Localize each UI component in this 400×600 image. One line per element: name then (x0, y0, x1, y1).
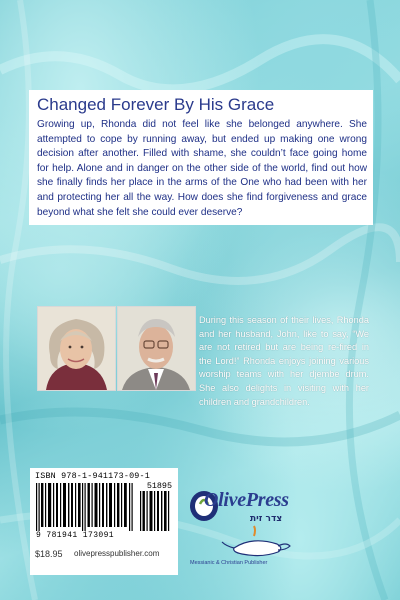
isbn-number: ISBN 978-1-941173-09-1 (35, 471, 150, 481)
blurb-panel (29, 90, 373, 225)
publisher-logo (182, 486, 307, 586)
barcode-bars-addon (140, 491, 170, 531)
author-bio: During this season of their lives, Rhonda and her husband, John, like to say, “We are not retired but are being re-fired in the Lord!” Rhonda enjoys joining various worship teams with her djembe drum. She also delights in visiting with her children and grandchildren. (199, 315, 369, 407)
publisher-website: olivepresspublisher.com (74, 549, 160, 558)
book-title: Changed Forever By His Grace (37, 95, 275, 114)
blurb-text: Growing up, Rhonda did not feel like she belonged anywhere. She attempted to cope by running away, but ended up making one wrong decision after another. Filled with shame, she couldn’t face going home for help. Alone and in danger on the other side of the world, find out how she finally finds her place in the arms of the One who had been with her and protecting her all the way. How does she find forgiveness and grace beyond what she felt she could ever deserve? (37, 119, 367, 218)
author-photo-rhonda (37, 306, 116, 391)
barcode-digits: 9 781941 173091 (36, 531, 115, 540)
price-label: $18.95 (35, 549, 63, 559)
publisher-tagline: Messianic & Christian Publisher (190, 560, 268, 566)
author-photo-john (117, 306, 196, 391)
publisher-hebrew-name: צדר זית (250, 514, 283, 524)
barcode-bars-main (36, 483, 136, 531)
barcode-addon-number: 51895 (146, 481, 172, 491)
publisher-name: OlivePress (204, 489, 289, 511)
